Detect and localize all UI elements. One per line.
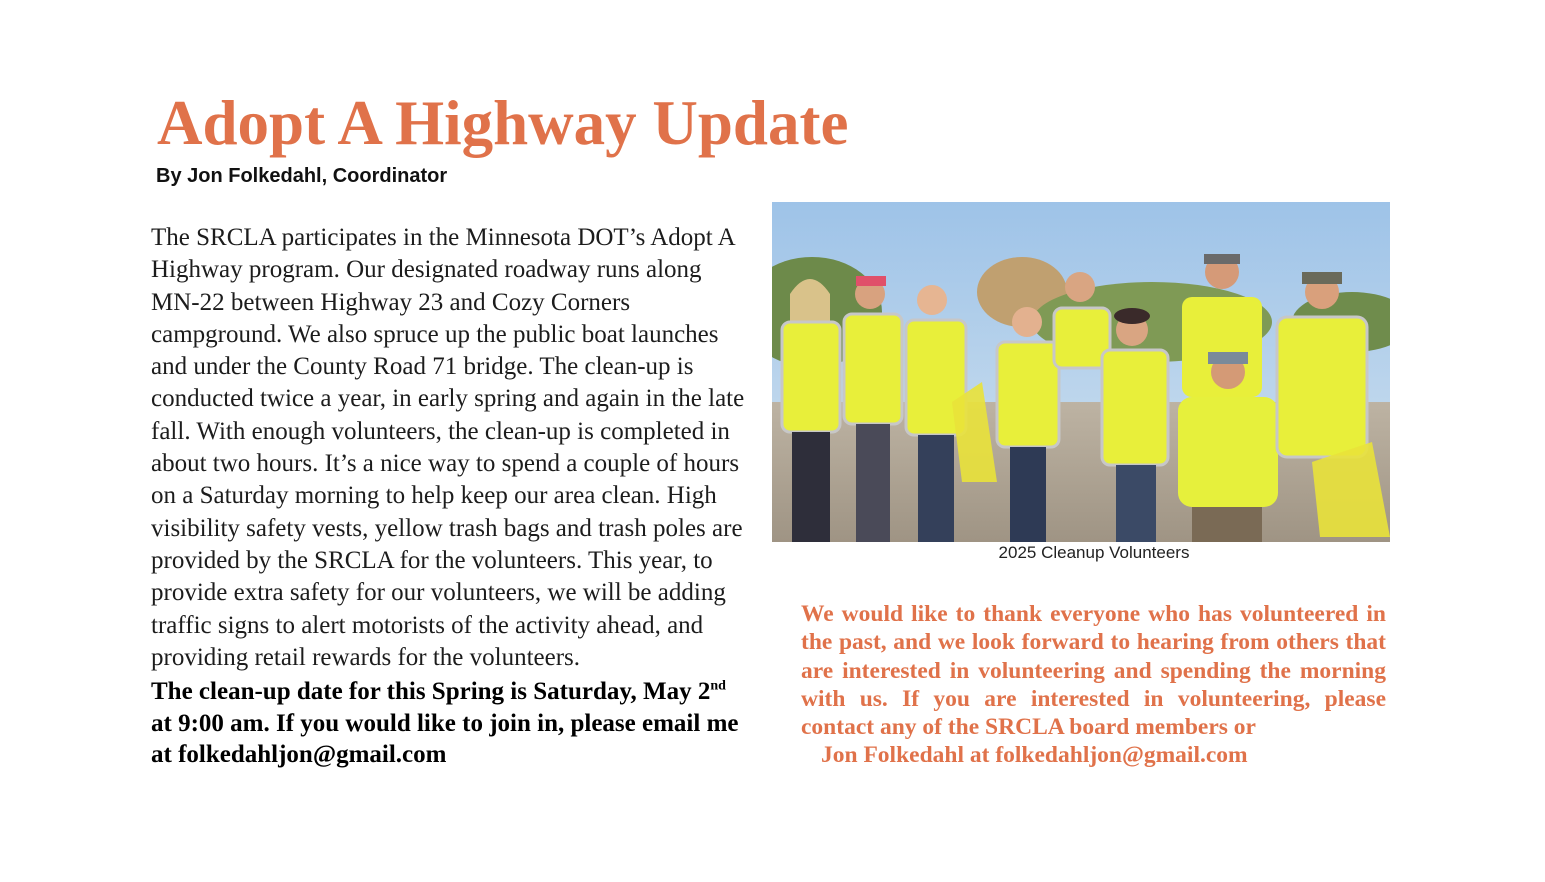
cleanup-notice-part2: at 9:00 am. If you would like to join in, please email me at folkedahljon@gmail.com <box>151 709 739 769</box>
cleanup-date-notice <box>151 676 751 771</box>
photo-caption: 2025 Cleanup Volunteers <box>998 543 1190 562</box>
thanks-text: We would like to thank everyone who has volunteered in the past, and we look forward to hearing from others that are interested in volunteering and spending the morning with us. If you are interested in volunteering, please contact any of the SRCLA board members or <box>801 601 1386 741</box>
cleanup-notice-superscript: nd <box>710 678 726 694</box>
article-body <box>151 222 751 771</box>
thanks-section <box>801 600 1386 770</box>
article-byline: By Jon Folkedahl, Coordinator <box>156 165 448 187</box>
article-title: Adopt A Highway Update <box>157 88 849 158</box>
volunteers-photo-illustration <box>772 202 1390 542</box>
volunteers-photo <box>772 202 1390 542</box>
contact-line: Jon Folkedahl at folkedahljon@gmail.com <box>821 742 1248 769</box>
article-body-paragraph: The SRCLA participates in the Minnesota DOT’s Adopt A Highway program. Our designated roadway runs along MN-22 between Highway 23 and Cozy Corners campground. We also spruce up the public boat launches and under the County Road 71 bridge. The clean-up is conducted twice a year, in early spring and again in the late fall. With enough volunteers, the clean-up is completed in about two hours. It’s a nice way to spend a couple of hours on a Saturday morning to help keep our area clean. High visibility safety vests, yellow trash bags and trash poles are provided by the SRCLA for the volunteers. This year, to provide extra safety for our volunteers, we will be adding traffic signs to alert motorists of the activity ahead, and providing retail rewards for the volunteers. <box>151 224 745 671</box>
cleanup-notice-part1: The clean-up date for this Spring is Saturday, May 2 <box>151 678 711 706</box>
